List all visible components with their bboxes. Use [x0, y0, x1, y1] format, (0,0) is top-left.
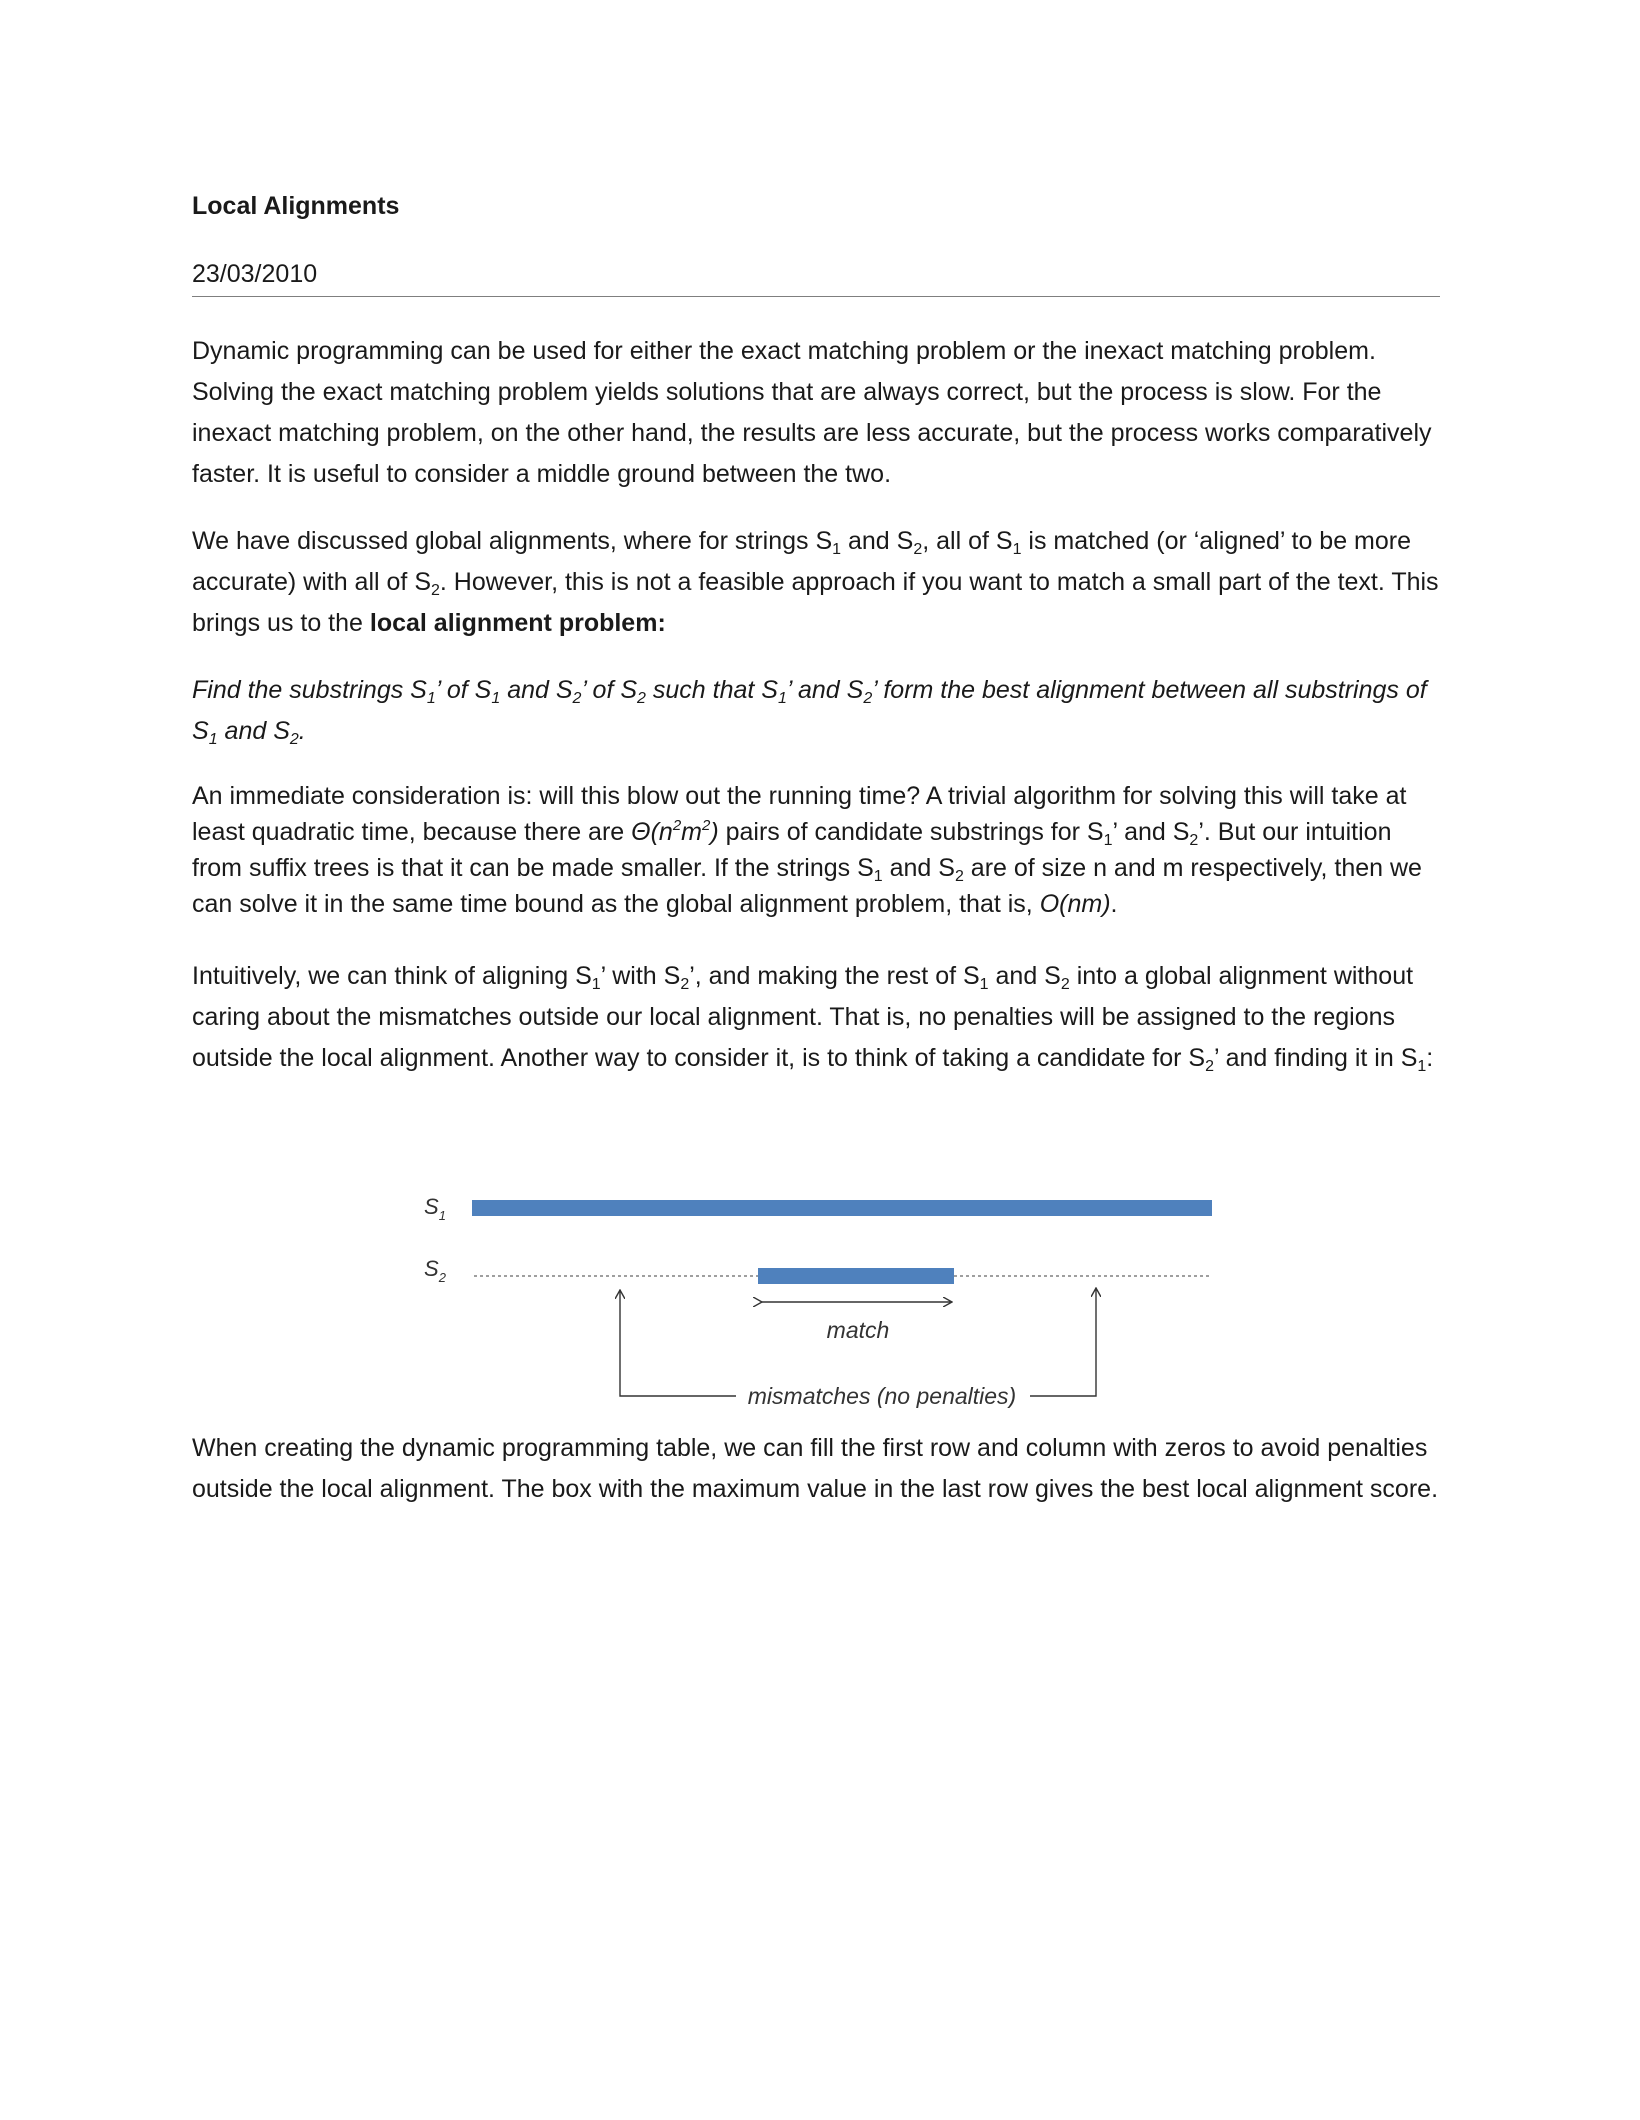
right-mismatch-arrow	[1030, 1288, 1096, 1396]
subscript: 1	[979, 976, 989, 993]
s1-label: $S_1$	[424, 1194, 446, 1223]
text-run: such that S	[645, 676, 778, 704]
subscript: 1	[1417, 1058, 1427, 1075]
subscript: 1	[1012, 541, 1022, 558]
subscript: 1	[426, 690, 436, 707]
text-run: pairs of candidate substrings for S	[718, 818, 1104, 846]
text-run: .	[1110, 890, 1118, 918]
text-run: is matched (or ‘aligned’ to be more accurate) with all of S	[192, 527, 1412, 596]
problem-statement	[192, 670, 1440, 752]
subscript: 1	[777, 690, 787, 707]
s1-bar	[472, 1200, 1212, 1216]
text-run: Intuitively, we can think of aligning S	[192, 962, 592, 990]
subscript: 1	[1103, 832, 1113, 849]
paragraph-5-text: When creating the dynamic programming table, we can fill the first row and column with zeros to avoid penalties outside the local alignment. The box with the maximum value in the last row gives the best local alignment score.	[192, 1434, 1439, 1503]
bold-term: local alignment problem:	[369, 609, 666, 637]
text-run: .	[298, 717, 306, 745]
subscript: 2	[431, 582, 440, 599]
paragraph-1	[192, 331, 1440, 495]
text-run: ’ of S	[435, 676, 492, 704]
theta-expression	[631, 818, 719, 846]
subscript: 2	[680, 976, 690, 993]
s2-label: $S_2$	[424, 1256, 446, 1285]
paragraph-3	[192, 778, 1440, 922]
text-run: . However, this is not a feasible approach if you want to match a small part of the text. This brings us to the	[192, 568, 1439, 637]
subscript: 2	[913, 541, 923, 558]
left-mismatch-arrow	[620, 1290, 736, 1396]
paragraph-4	[192, 956, 1440, 1079]
subscript: 1	[832, 541, 842, 558]
subscript: 2	[1060, 976, 1070, 993]
text-run: ’, and making the rest of S	[689, 962, 980, 990]
text-run: )	[710, 818, 719, 846]
document-body	[192, 190, 1440, 1079]
superscript: 2	[702, 817, 711, 834]
alignment-diagram	[400, 1178, 1240, 1408]
paragraph-2	[192, 521, 1440, 644]
text-run: , all of S	[922, 527, 1013, 555]
match-label: match	[826, 1317, 890, 1343]
subscript: 2	[637, 690, 646, 707]
text-run: and S	[841, 527, 914, 555]
text-run: are of size n and m respectively, then we can solve it in the same time bound as the global alignment problem, that is,	[192, 854, 1422, 918]
text-run: ’ form the best alignment between all substrings of S	[192, 676, 1427, 745]
subscript: 2	[863, 690, 873, 707]
text-run: into a global alignment without caring about the mismatches outside our local alignment. That is, no penalties will be assigned to the regions outside the local alignment. Another way to consider it, is to think of taking a candidate for S	[192, 962, 1414, 1072]
text-run: ’ and finding it in S	[1214, 1044, 1418, 1072]
text-run: :	[1426, 1044, 1434, 1072]
text-run: ’ with S	[600, 962, 681, 990]
superscript: 2	[672, 817, 682, 834]
text-run: ’ and S	[786, 676, 864, 704]
text-run: We have discussed global alignments, where for strings S	[192, 527, 833, 555]
text-run: An immediate consideration is: will this blow out the running time? A trivial algorithm for solving this will take at least quadratic time, because there are	[192, 782, 1407, 846]
text-run: and S	[882, 854, 955, 882]
page-title: Local Alignments	[192, 192, 400, 220]
text-run: Θ(n	[631, 818, 673, 846]
page-date: 23/03/2010	[192, 258, 1440, 297]
subscript: 2	[1189, 832, 1199, 849]
paragraph-1-text: Dynamic programming can be used for either the exact matching problem or the inexact matching problem. Solving the exact matching problem yields solutions that are always correct, but the process is slow. For the inexact matching problem, on the other hand, the results are less accurate, but the process works comparatively faster. It is useful to consider a middle ground between the two.	[192, 337, 1432, 488]
text-run: and S	[988, 962, 1061, 990]
subscript: 1	[208, 731, 218, 748]
text-run: and S	[217, 717, 290, 745]
subscript: 2	[954, 868, 964, 885]
paragraph-5	[192, 1428, 1440, 1510]
mismatch-label: mismatches (no penalties)	[747, 1383, 1017, 1408]
subscript: 2	[1205, 1058, 1214, 1075]
subscript: 1	[491, 690, 501, 707]
match-bar	[758, 1268, 954, 1284]
text-run: Find the substrings S	[192, 676, 427, 704]
big-o-expression: O(nm)	[1039, 890, 1111, 918]
subscript: 2	[289, 731, 299, 748]
subscript: 2	[572, 690, 582, 707]
text-run: ’ and S	[1112, 818, 1190, 846]
text-run: m	[681, 818, 702, 846]
text-run: ’ of S	[581, 676, 638, 704]
text-run: ’. But our intuition from suffix trees is that it can be made smaller. If the strings S	[192, 818, 1392, 882]
subscript: 1	[873, 868, 883, 885]
text-run: and S	[500, 676, 573, 704]
subscript: 1	[591, 976, 601, 993]
